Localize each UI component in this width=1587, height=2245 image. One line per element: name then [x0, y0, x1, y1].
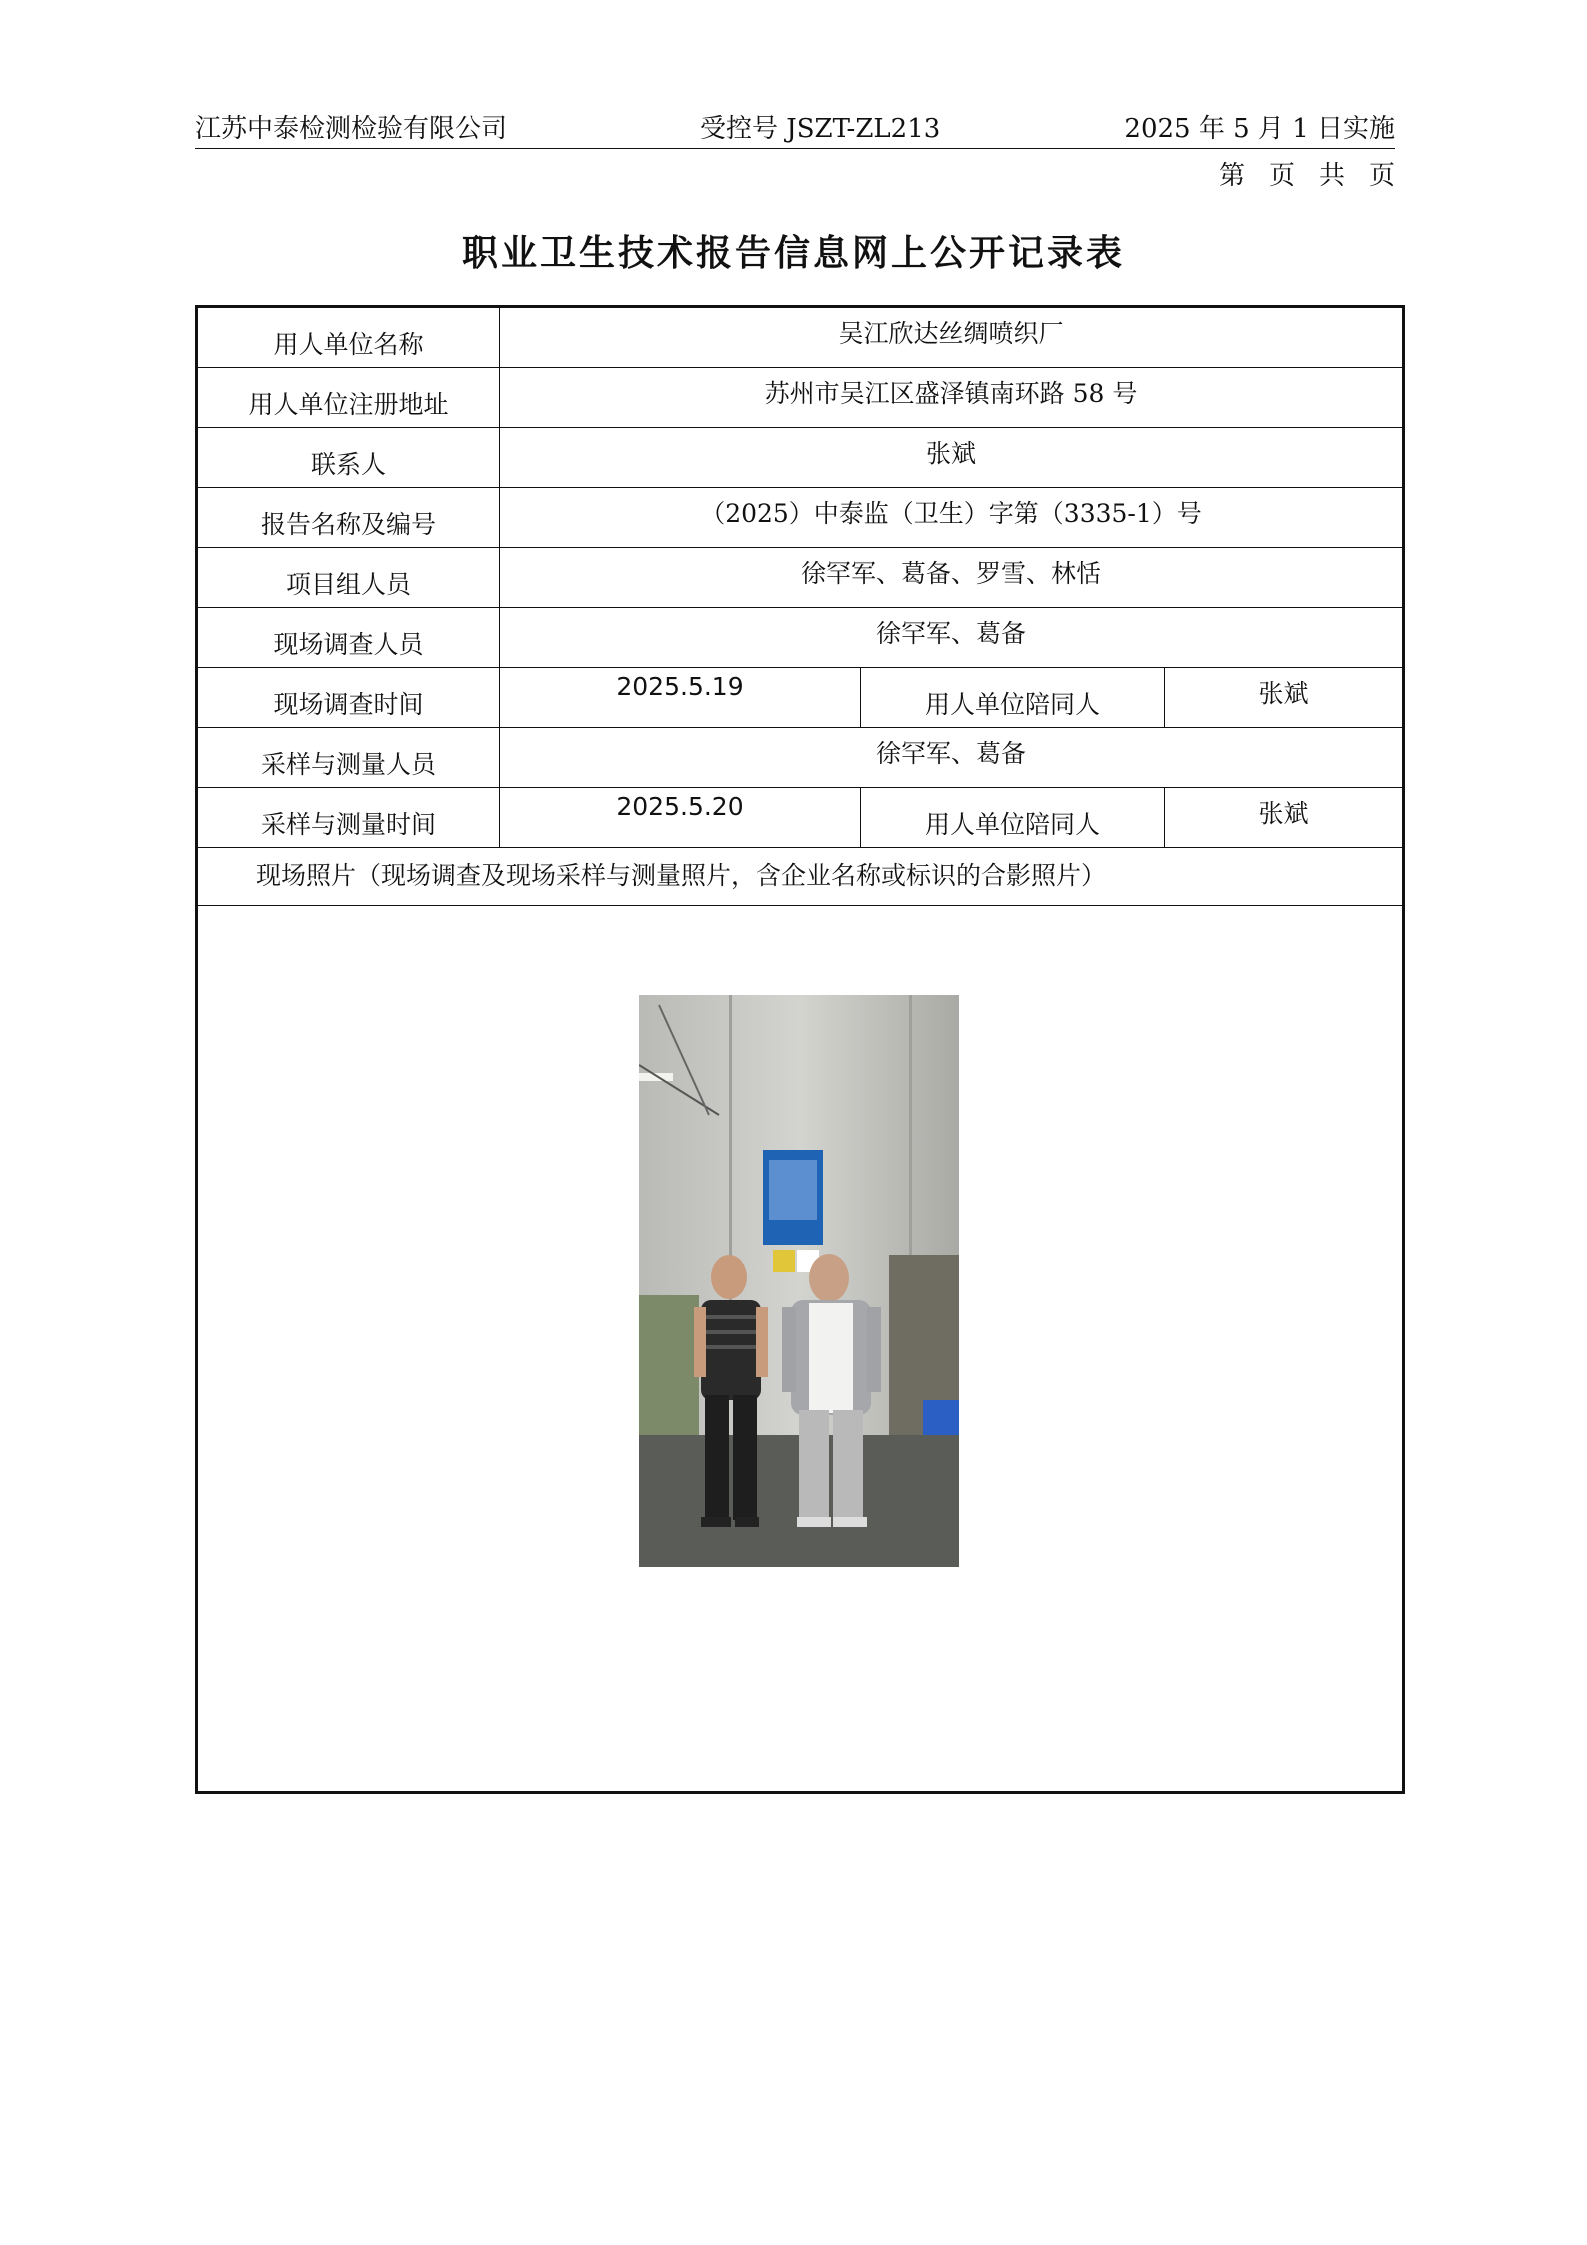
label-sampling-escort: 用人单位陪同人 — [861, 788, 1165, 848]
row-contact — [197, 428, 1404, 488]
value-sampling-staff: 徐罕军、葛备 — [500, 728, 1404, 788]
control-number: 受控号 JSZT-ZL213 — [700, 114, 941, 144]
company-name: 江苏中泰检测检验有限公司 — [195, 114, 508, 144]
row-survey-staff — [197, 608, 1404, 668]
value-report: （2025）中泰监（卫生）字第（3335-1）号 — [500, 488, 1404, 548]
blue-crate — [923, 1400, 959, 1440]
label-survey-staff: 现场调查人员 — [197, 608, 500, 668]
record-table — [195, 305, 1405, 1794]
value-survey-time: 2025.5.19 — [500, 668, 861, 728]
label-report: 报告名称及编号 — [197, 488, 500, 548]
row-report — [197, 488, 1404, 548]
header-divider — [195, 148, 1395, 149]
label-employer-name: 用人单位名称 — [197, 307, 500, 368]
value-employer-address: 苏州市吴江区盛泽镇南环路 58 号 — [500, 368, 1404, 428]
safety-notice-text — [769, 1160, 817, 1220]
label-survey-escort: 用人单位陪同人 — [861, 668, 1165, 728]
row-employer-address — [197, 368, 1404, 428]
label-employer-address: 用人单位注册地址 — [197, 368, 500, 428]
page-label-di: 第 — [1218, 161, 1245, 191]
value-contact: 张斌 — [500, 428, 1404, 488]
row-survey-time — [197, 668, 1404, 728]
value-employer-name: 吴江欣达丝绸喷织厂 — [500, 307, 1404, 368]
row-project-team — [197, 548, 1404, 608]
ceiling-light-icon — [639, 1073, 673, 1081]
page-label-gong: 共 — [1318, 161, 1345, 191]
page-title: 职业卫生技术报告信息网上公开记录表 — [461, 233, 1125, 274]
warning-sign — [773, 1250, 795, 1272]
row-sampling-staff — [197, 728, 1404, 788]
row-sampling-time — [197, 788, 1404, 848]
row-employer-name — [197, 307, 1404, 368]
value-survey-staff: 徐罕军、葛备 — [500, 608, 1404, 668]
row-photo — [197, 906, 1404, 1793]
page-label-ye-2: 页 — [1368, 161, 1395, 191]
value-survey-escort: 张斌 — [1165, 668, 1404, 728]
row-photo-header — [197, 848, 1404, 906]
value-sampling-escort: 张斌 — [1165, 788, 1404, 848]
page-number-line — [1195, 163, 1395, 189]
site-group-photo — [639, 995, 959, 1567]
label-sampling-staff: 采样与测量人员 — [197, 728, 500, 788]
label-contact: 联系人 — [197, 428, 500, 488]
machine — [639, 1295, 699, 1445]
effective-date: 2025 年 5 月 1 日实施 — [1124, 114, 1395, 144]
label-project-team: 项目组人员 — [197, 548, 500, 608]
page-label-ye: 页 — [1268, 161, 1295, 191]
photo-cell — [197, 906, 1404, 1793]
value-project-team: 徐罕军、葛备、罗雪、林恬 — [500, 548, 1404, 608]
label-photo-section: 现场照片（现场调查及现场采样与测量照片，含企业名称或标识的合影照片） — [197, 848, 1404, 906]
label-survey-time: 现场调查时间 — [197, 668, 500, 728]
value-sampling-time: 2025.5.20 — [500, 788, 861, 848]
label-sampling-time: 采样与测量时间 — [197, 788, 500, 848]
